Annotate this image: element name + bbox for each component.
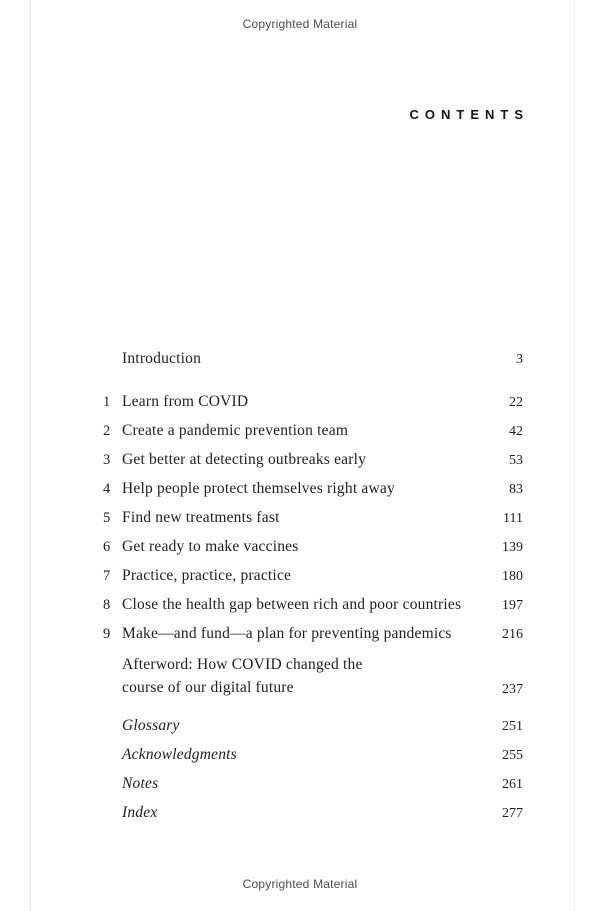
chapter-title: Get ready to make vaccines — [122, 538, 299, 555]
toc-entry-chapter — [103, 566, 523, 586]
page-number: 42 — [509, 424, 523, 439]
chapter-number: 7 — [103, 568, 111, 584]
chapter-number: 1 — [103, 394, 111, 410]
chapter-title: Glossary — [122, 717, 180, 734]
page-title: CONTENTS — [409, 107, 529, 122]
chapter-title — [122, 653, 483, 699]
chapter-number: 4 — [103, 481, 111, 497]
page-number: 111 — [503, 511, 523, 526]
toc-entry-backmatter — [103, 716, 523, 736]
chapter-title: Close the health gap between rich and poor countries — [122, 596, 462, 613]
toc-entry-chapter — [103, 450, 523, 470]
page-number: 216 — [502, 627, 523, 642]
toc-entry-afterword — [103, 653, 523, 699]
chapter-title: Practice, practice, practice — [122, 567, 292, 584]
chapter-number: 8 — [103, 597, 111, 613]
table-of-contents — [103, 349, 523, 832]
page-number: 3 — [516, 352, 523, 367]
chapter-title: Learn from COVID — [122, 393, 249, 410]
page-number: 180 — [502, 569, 523, 584]
chapter-title: Find new treatments fast — [122, 509, 280, 526]
page-edge-left — [30, 0, 31, 911]
chapter-number: 9 — [103, 626, 111, 642]
afterword-line-1: Afterword: How COVID changed the — [122, 656, 363, 673]
toc-entry-backmatter — [103, 803, 523, 823]
toc-entry-chapter — [103, 479, 523, 499]
page-number: 255 — [502, 748, 523, 763]
toc-entry-chapter — [103, 537, 523, 557]
chapter-title: Make—and fund—a plan for preventing pandemics — [122, 625, 452, 642]
page-number: 237 — [502, 682, 523, 697]
page-number: 251 — [502, 719, 523, 734]
toc-entry-chapter — [103, 421, 523, 441]
chapter-title: Help people protect themselves right away — [122, 480, 395, 497]
toc-entry-introduction — [103, 349, 523, 369]
chapter-title: Acknowledgments — [122, 746, 237, 763]
page-number: 277 — [502, 806, 523, 821]
page-number: 197 — [502, 598, 523, 613]
page-number: 53 — [509, 453, 523, 468]
afterword-line-2: course of our digital future — [122, 679, 294, 696]
chapter-number: 6 — [103, 539, 111, 555]
chapter-title: Get better at detecting outbreaks early — [122, 451, 367, 468]
chapter-title: Index — [122, 804, 158, 821]
chapter-title: Introduction — [122, 350, 202, 367]
chapter-number: 3 — [103, 452, 111, 468]
toc-entry-chapter — [103, 508, 523, 528]
toc-entry-chapter — [103, 595, 523, 615]
toc-entry-chapter — [103, 392, 523, 412]
page-number: 261 — [502, 777, 523, 792]
page-number: 83 — [509, 482, 523, 497]
toc-entry-chapter — [103, 624, 523, 644]
toc-entry-backmatter — [103, 774, 523, 794]
page-number: 22 — [509, 395, 523, 410]
page-edge-right — [574, 0, 575, 911]
copyright-notice-bottom: Copyrighted Material — [242, 877, 358, 891]
page-number: 139 — [502, 540, 523, 555]
toc-entry-backmatter — [103, 745, 523, 765]
chapter-title: Create a pandemic prevention team — [122, 422, 349, 439]
chapter-title: Notes — [122, 775, 159, 792]
chapter-number: 2 — [103, 423, 111, 439]
copyright-notice-top: Copyrighted Material — [242, 17, 358, 31]
chapter-number: 5 — [103, 510, 111, 526]
